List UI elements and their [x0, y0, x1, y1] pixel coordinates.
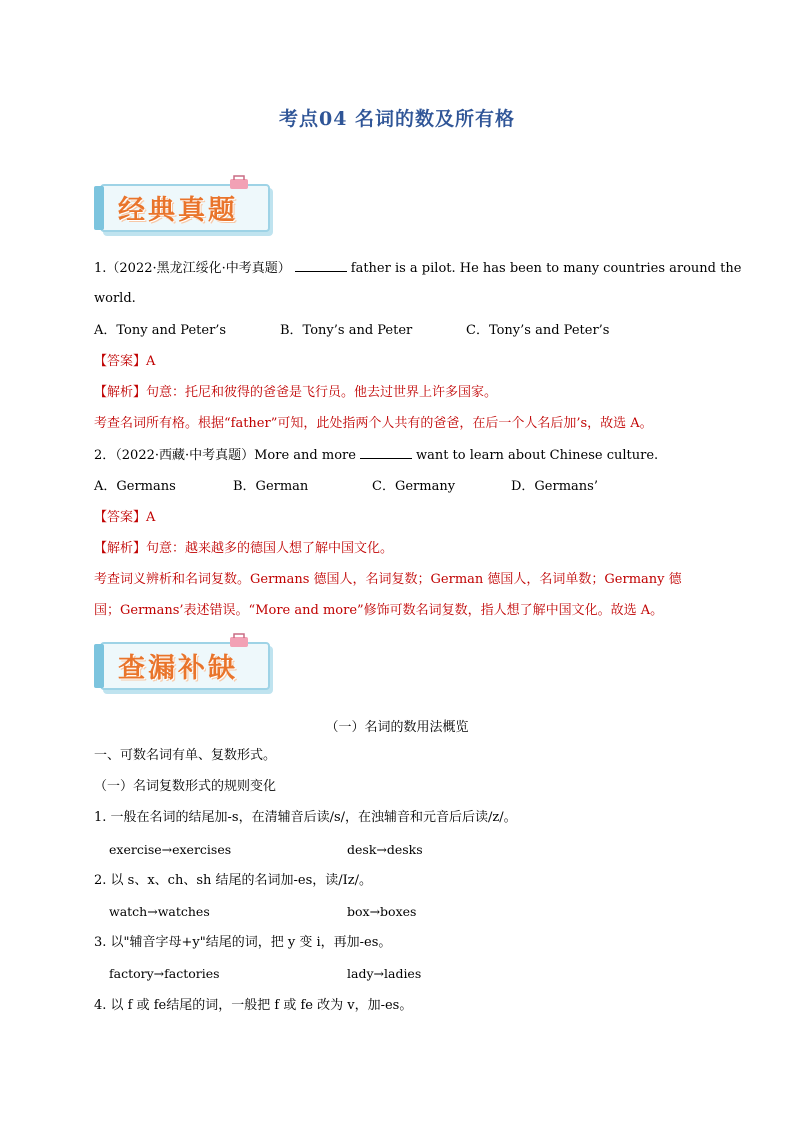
- paragraph: （一）名词复数形式的规则变化: [94, 779, 277, 794]
- example: factory→factories: [109, 966, 220, 981]
- q1-stem-continued: world.: [94, 291, 136, 306]
- q1-stem: 1.（2022·黑龙江绥化·中考真题） father is a pilot. He has been to many countries around the: [94, 261, 742, 276]
- q1-analysis: 【解析】句意：托尼和彼得的爸爸是飞行员。他去过世界上许多国家。: [94, 385, 498, 400]
- rule-4: 4. 以 f 或 fe结尾的词，一般把 f 或 fe 改为 v，加-es。: [94, 998, 413, 1013]
- answer-blank: [360, 446, 412, 459]
- q2-analysis-detail: 考查词义辨析和名词复数。Germans 德国人，名词复数；German 德国人，名词单数；Germany 德: [94, 572, 682, 587]
- q2-stem: 2．（2022·西藏·中考真题）More and more want to learn about Chinese culture.: [94, 448, 659, 463]
- section-banner-review: [94, 632, 274, 694]
- rule-2: 2. 以 s、x、ch、sh 结尾的名词加-es，读/Iz/。: [94, 873, 373, 888]
- banner-title: 经典真题: [118, 195, 238, 226]
- q1-analysis-detail: 考查名词所有格。根据“father”可知，此处指两个人共有的爸爸，在后一个人名后加’s，故选 A。: [94, 416, 653, 431]
- q2-answer: 【答案】A: [94, 510, 156, 525]
- q2-analysis-detail-2: 国；Germans’表述错误。“More and more”修饰可数名词复数，指人想了解中国文化。故选 A。: [94, 603, 664, 618]
- q1-options: A．Tony and Peter’s B．Tony’s and Peter C．Tony’s and Peter’s: [94, 323, 610, 338]
- example: watch→watches: [109, 904, 210, 919]
- example: desk→desks: [347, 842, 423, 857]
- example: box→boxes: [347, 904, 417, 919]
- banner-title: 查漏补缺: [118, 653, 238, 684]
- rule-1: 1. 一般在名词的结尾加-s，在清辅音后读/s/，在浊辅音和元音后后读/z/。: [94, 810, 517, 825]
- rule-3: 3. 以"辅音字母+y"结尾的词，把 y 变 i，再加-es。: [94, 935, 392, 950]
- q1-answer: 【答案】A: [94, 354, 156, 369]
- answer-blank: [295, 259, 347, 272]
- section-banner-classic: [94, 174, 274, 236]
- paragraph: 一、可数名词有单、复数形式。: [94, 748, 277, 763]
- example: lady→ladies: [347, 966, 422, 981]
- q2-options: A．Germans B．German C．Germany D．Germans’: [94, 479, 598, 494]
- page-title: 考点04 名词的数及所有格: [278, 108, 516, 130]
- section-heading: （一）名词的数用法概览: [325, 720, 469, 735]
- q2-analysis: 【解析】句意：越来越多的德国人想了解中国文化。: [94, 541, 394, 556]
- example: exercise→exercises: [109, 842, 232, 857]
